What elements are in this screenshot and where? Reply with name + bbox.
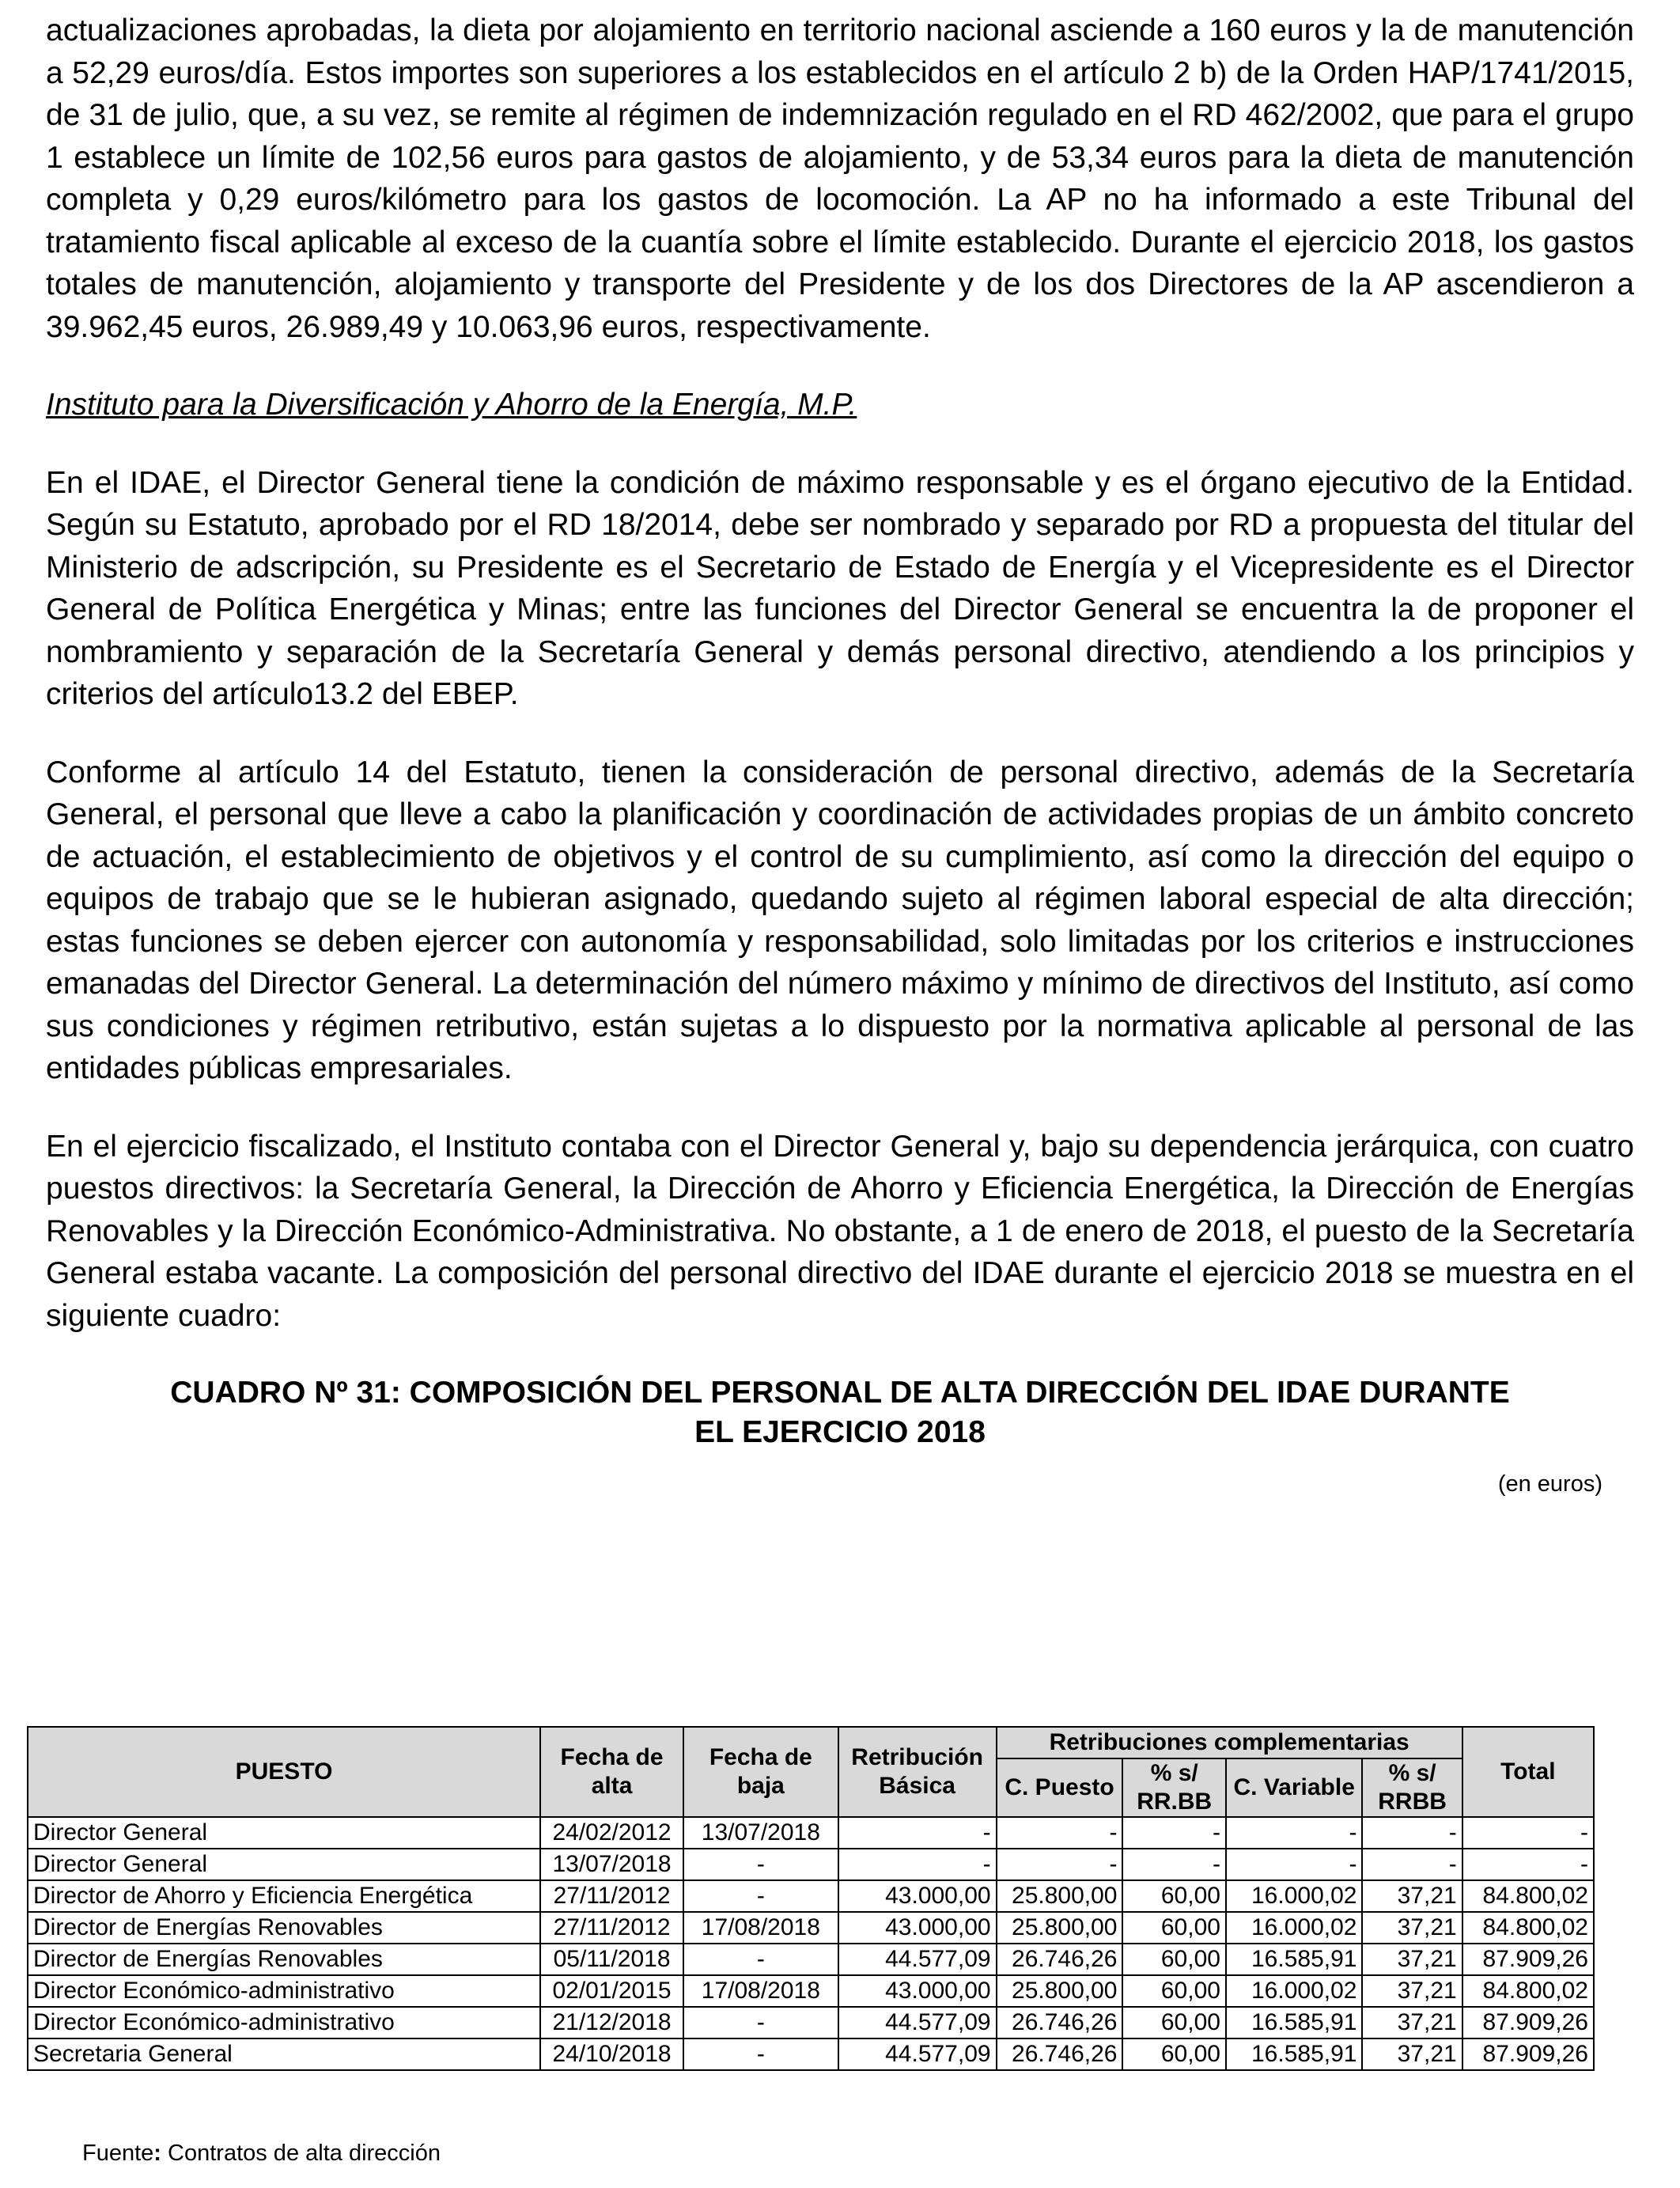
cell-fecha-alta: 24/10/2018 [540, 2038, 683, 2070]
header-c-variable: C. Variable [1226, 1758, 1363, 1817]
cell-puesto: Director Económico-administrativo [28, 2007, 540, 2038]
cell-pct-rrbb-2: 37,21 [1362, 1880, 1462, 1912]
cell-total: 87.909,26 [1462, 2007, 1594, 2038]
table-row [28, 1975, 1594, 2007]
cell-pct-rrbb-1: 60,00 [1122, 2007, 1225, 2038]
cell-c-puesto: 26.746,26 [997, 1944, 1123, 1975]
cell-c-variable: - [1226, 1849, 1363, 1880]
cell-retribucion-basica: 44.577,09 [838, 1944, 997, 1975]
cell-c-puesto: 25.800,00 [997, 1880, 1123, 1912]
cell-pct-rrbb-1: 60,00 [1122, 2038, 1225, 2070]
cell-total: - [1462, 1817, 1594, 1849]
cell-fecha-baja: - [683, 2007, 838, 2038]
header-pct-rrbb-1: % s/ RR.BB [1122, 1758, 1225, 1817]
paragraph-ejercicio: En el ejercicio fiscalizado, el Instituto contaba con el Director General y, bajo su dependencia jerárquica, con cuatro puestos directivos: la Secretaría General, la Dirección de Ahorro y Eficiencia Energética, la Dirección de Energías Renovables y la Dirección Económico-Administrativa. No obstante, a 1 de enero de 2018, el puesto de la Secretaría General estaba vacante. La composición del personal directivo del IDAE durante el ejercicio 2018 se muestra en el siguiente cuadro: [46, 1129, 1634, 1333]
source-note: Fuente: Contratos de alta dirección [82, 2141, 441, 2166]
cell-c-variable: 16.585,91 [1226, 2038, 1363, 2070]
cell-total: 87.909,26 [1462, 2038, 1594, 2070]
cell-pct-rrbb-1: 60,00 [1122, 1880, 1225, 1912]
header-pct-rrbb-2: % s/ RRBB [1362, 1758, 1462, 1817]
cell-c-variable: - [1226, 1817, 1363, 1849]
paragraph-idae-director: En el IDAE, el Director General tiene la condición de máximo responsable y es el órgano ejecutivo de la Entidad. Según su Estatuto, aprobado por el RD 18/2014, debe ser nombrado y separado por RD a propuesta del titular del Ministerio de adscripción, su Presidente es el Secretario de Estado de Energía y el Vicepresidente es el Director General de Política Energética y Minas; entre las funciones del Director General se encuentra la de proponer el nombramiento y separación de la Secretaría General y demás personal directivo, atendiendo a los principios y criterios del artículo13.2 del EBEP. [46, 465, 1634, 711]
source-label: Fuente [82, 2141, 154, 2166]
cell-pct-rrbb-2: 37,21 [1362, 1944, 1462, 1975]
cuadro-title-line2: EL EJERCICIO 2018 [694, 1415, 986, 1449]
cell-c-variable: 16.000,02 [1226, 1912, 1363, 1944]
cell-retribucion-basica: - [838, 1849, 997, 1880]
cell-pct-rrbb-2: 37,21 [1362, 2007, 1462, 2038]
cell-pct-rrbb-2: 37,21 [1362, 1975, 1462, 2007]
cell-pct-rrbb-1: 60,00 [1122, 1944, 1225, 1975]
units-label: (en euros) [1497, 1471, 1602, 1497]
cell-c-variable: 16.000,02 [1226, 1880, 1363, 1912]
table-row [28, 2038, 1594, 2070]
cell-puesto: Director de Energías Renovables [28, 1912, 540, 1944]
paragraph-estatuto: Conforme al artículo 14 del Estatuto, tienen la consideración de personal directivo, además de la Secretaría General, el personal que lleve a cabo la planificación y coordinación de actividades propias de un ámbito concreto de actuación, el establecimiento de objetivos y el control de su cumplimiento, así como la dirección del equipo o equipos de trabajo que se le hubieran asignado, quedando sujeto al régimen laboral especial de alta dirección; estas funciones se deben ejercer con autonomía y responsabilidad, solo limitadas por los criterios e instrucciones emanadas del Director General. La determinación del número máximo y mínimo de directivos del Instituto, así como sus condiciones y régimen retributivo, están sujetas a lo dispuesto por la normativa aplicable al personal de las entidades públicas empresariales. [46, 755, 1634, 1085]
cell-pct-rrbb-2: 37,21 [1362, 2038, 1462, 2070]
cell-pct-rrbb-1: - [1122, 1849, 1225, 1880]
cuadro-31-table [27, 1726, 1595, 2071]
cell-c-variable: 16.000,02 [1226, 1975, 1363, 2007]
cell-fecha-baja: - [683, 1849, 838, 1880]
cell-fecha-alta: 27/11/2012 [540, 1880, 683, 1912]
header-retribucion-basica: Retribución Básica [838, 1727, 997, 1817]
cell-total: 87.909,26 [1462, 1944, 1594, 1975]
cell-pct-rrbb-2: - [1362, 1849, 1462, 1880]
document-body [46, 9, 1634, 1498]
cell-puesto: Director General [28, 1817, 540, 1849]
cell-retribucion-basica: - [838, 1817, 997, 1849]
cell-pct-rrbb-1: - [1122, 1817, 1225, 1849]
cell-fecha-baja: 17/08/2018 [683, 1912, 838, 1944]
cell-fecha-alta: 02/01/2015 [540, 1975, 683, 2007]
source-text: Contratos de alta dirección [161, 2141, 441, 2166]
cell-c-variable: 16.585,91 [1226, 1944, 1363, 1975]
table-row [28, 1912, 1594, 1944]
header-fecha-alta: Fecha de alta [540, 1727, 683, 1817]
cell-c-puesto: 26.746,26 [997, 2007, 1123, 2038]
cell-fecha-baja: 17/08/2018 [683, 1975, 838, 2007]
table-row [28, 1849, 1594, 1880]
cell-retribucion-basica: 44.577,09 [838, 2007, 997, 2038]
cell-total: - [1462, 1849, 1594, 1880]
header-total: Total [1462, 1727, 1594, 1817]
cell-c-puesto: 26.746,26 [997, 2038, 1123, 2070]
cell-retribucion-basica: 43.000,00 [838, 1975, 997, 2007]
cell-puesto: Director Económico-administrativo [28, 1975, 540, 2007]
cell-total: 84.800,02 [1462, 1912, 1594, 1944]
cell-fecha-baja: 13/07/2018 [683, 1817, 838, 1849]
cell-fecha-alta: 21/12/2018 [540, 2007, 683, 2038]
cell-total: 84.800,02 [1462, 1880, 1594, 1912]
section-heading-idae: Instituto para la Diversificación y Ahorro de la Energía, M.P. [46, 388, 857, 422]
table-row [28, 1817, 1594, 1849]
header-fecha-baja: Fecha de baja [683, 1727, 838, 1817]
cell-puesto: Director de Energías Renovables [28, 1944, 540, 1975]
cell-retribucion-basica: 44.577,09 [838, 2038, 997, 2070]
header-c-puesto: C. Puesto [997, 1758, 1123, 1817]
cell-pct-rrbb-2: 37,21 [1362, 1912, 1462, 1944]
cell-fecha-baja: - [683, 1880, 838, 1912]
cell-pct-rrbb-1: 60,00 [1122, 1912, 1225, 1944]
cell-retribucion-basica: 43.000,00 [838, 1912, 997, 1944]
cell-puesto: Director General [28, 1849, 540, 1880]
cell-fecha-alta: 24/02/2012 [540, 1817, 683, 1849]
cell-puesto: Director de Ahorro y Eficiencia Energética [28, 1880, 540, 1912]
table-row [28, 1944, 1594, 1975]
table-row [28, 2007, 1594, 2038]
cell-fecha-baja: - [683, 2038, 838, 2070]
cell-pct-rrbb-1: 60,00 [1122, 1975, 1225, 2007]
cell-fecha-baja: - [683, 1944, 838, 1975]
paragraph-dietas: actualizaciones aprobadas, la dieta por alojamiento en territorio nacional asciende a 160 euros y la de manutención a 52,29 euros/día. Estos importes son superiores a los establecidos en el artículo 2 b) de la Orden HAP/1741/2015, de 31 de julio, que, a su vez, se remite al régimen de indemnización regulado en el RD 462/2002, que para el grupo 1 establece un límite de 102,56 euros para gastos de alojamiento, y de 53,34 euros para la dieta de manutención completa y 0,29 euros/kilómetro para los gastos de locomoción. La AP no ha informado a este Tribunal del tratamiento fiscal aplicable al exceso de la cuantía sobre el límite establecido. Durante el ejercicio 2018, los gastos totales de manutención, alojamiento y transporte del Presidente y de los dos Directores de la AP ascendieron a 39.962,45 euros, 26.989,49 y 10.063,96 euros, respectivamente. [46, 13, 1634, 344]
cell-fecha-alta: 27/11/2012 [540, 1912, 683, 1944]
cell-fecha-alta: 05/11/2018 [540, 1944, 683, 1975]
header-complementarias: Retribuciones complementarias [997, 1727, 1462, 1758]
cell-retribucion-basica: 43.000,00 [838, 1880, 997, 1912]
cell-pct-rrbb-2: - [1362, 1817, 1462, 1849]
cell-total: 84.800,02 [1462, 1975, 1594, 2007]
cell-fecha-alta: 13/07/2018 [540, 1849, 683, 1880]
cell-c-puesto: - [997, 1849, 1123, 1880]
cell-puesto: Secretaria General [28, 2038, 540, 2070]
cell-c-puesto: - [997, 1817, 1123, 1849]
table-row [28, 1880, 1594, 1912]
table-body [28, 1817, 1594, 2070]
cell-c-puesto: 25.800,00 [997, 1975, 1123, 2007]
header-puesto: PUESTO [28, 1727, 540, 1817]
cell-c-puesto: 25.800,00 [997, 1912, 1123, 1944]
cell-c-variable: 16.585,91 [1226, 2007, 1363, 2038]
cuadro-title-line1: CUADRO Nº 31: COMPOSICIÓN DEL PERSONAL DE ALTA DIRECCIÓN DEL IDAE DURANTE [170, 1376, 1510, 1410]
